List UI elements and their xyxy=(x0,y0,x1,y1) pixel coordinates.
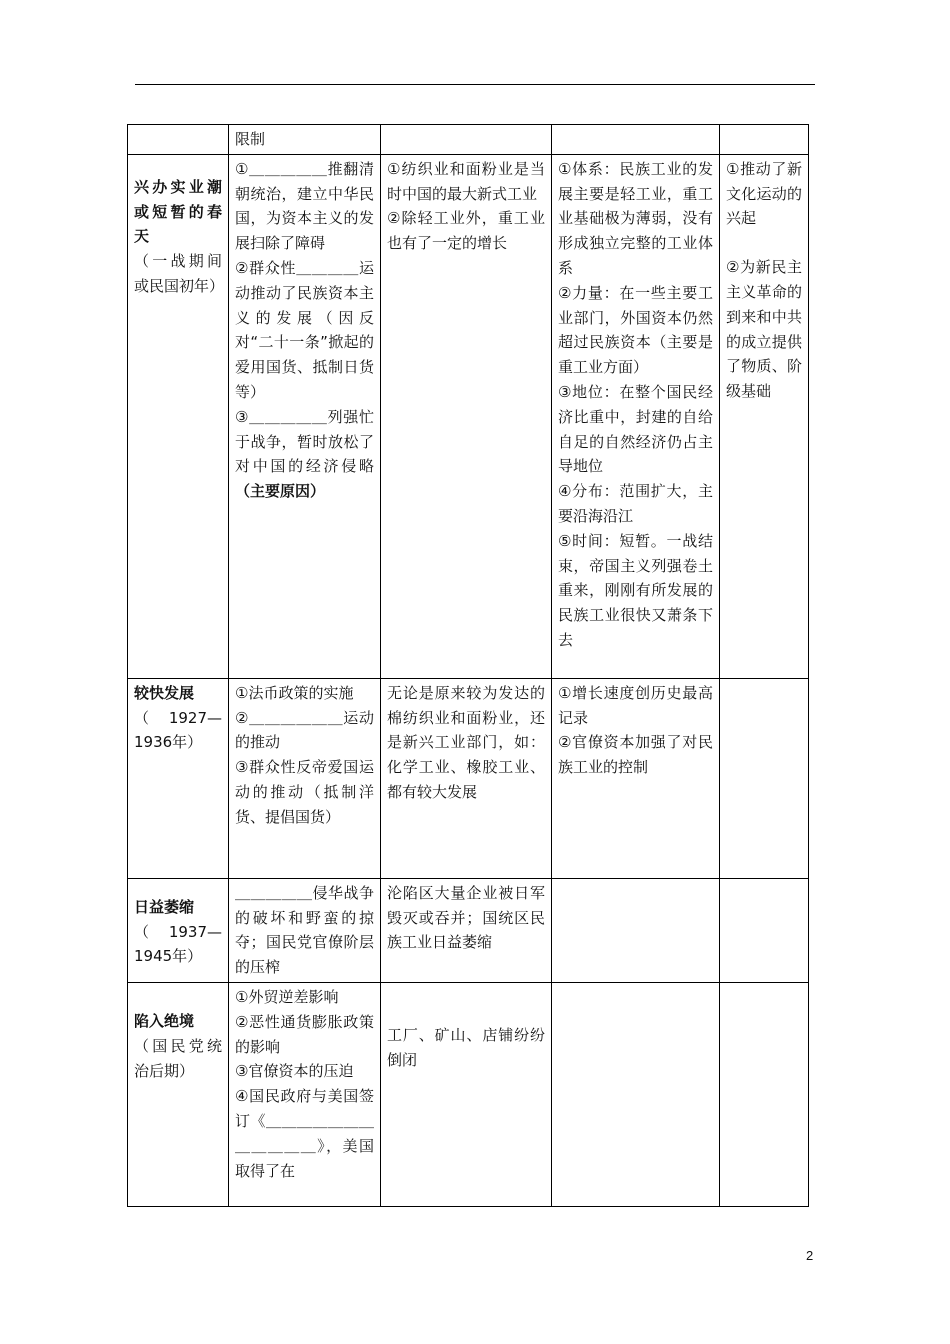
feature-text: ③地位：在整个国民经济比重中，封建的自给自足的自然经济仍占主导地位 xyxy=(558,382,713,476)
cause-text: ②恶性通货膨胀政策的影响 xyxy=(235,1012,374,1056)
stage-name: 陷入绝境 xyxy=(134,1011,195,1030)
causes-cell xyxy=(229,154,381,678)
industry-text: ②除轻工业外，重工业也有了一定的增长 xyxy=(387,209,545,253)
impact-text: ①推动了新文化运动的兴起 xyxy=(726,159,802,228)
cause-text: ③群众性反帝爱国运动的推动（抵制洋货、提倡国货） xyxy=(235,758,374,826)
impact-cell xyxy=(720,878,809,982)
header-rule xyxy=(135,84,815,85)
features-cell xyxy=(552,154,720,678)
industry-cell xyxy=(381,982,552,1206)
feature-text: ⑤时间：短暂。一战结束，帝国主义列强卷土重来，刚刚有所发展的民族工业很快又萧条下去 xyxy=(558,531,713,649)
industry-cell xyxy=(381,878,552,982)
cause-emphasis: （主要原因） xyxy=(235,482,326,501)
stage-period: （ 1937—1945年） xyxy=(134,922,222,966)
feature-text: ①增长速度创历史最高记录 xyxy=(558,683,713,727)
stage-cell xyxy=(128,125,229,155)
industry-cell xyxy=(381,125,552,155)
feature-text: ④分布：范围扩大，主要沿海沿江 xyxy=(558,482,713,525)
causes-cell xyxy=(229,678,381,878)
features-cell xyxy=(552,678,720,878)
feature-text: ②力量：在一些主要工业部门，外国资本仍然超过民族资本（主要是重工业方面） xyxy=(558,283,713,377)
cause-text: ④国民政府与美国签订《＿＿＿＿＿＿＿＿＿＿＿＿》，美国取得了在 xyxy=(235,1087,374,1180)
table-row xyxy=(128,982,809,1206)
industry-table xyxy=(127,124,809,1207)
cause-text: ②＿＿＿＿＿＿运动的推动 xyxy=(235,708,374,752)
feature-text: ②官僚资本加强了对民族工业的控制 xyxy=(558,733,713,777)
impact-cell xyxy=(720,154,809,678)
stage-period: （一战期间或民国初年） xyxy=(134,252,225,295)
cause-text: ②群众性＿＿＿＿运动推动了民族资本主义的发展（因反对“二十一条”掀起的爱用国货、抵制日货等） xyxy=(235,258,374,401)
causes-cell xyxy=(229,982,381,1206)
industry-text: ①纺织业和面粉业是当时中国的最大新式工业 xyxy=(387,159,545,203)
stage-cell xyxy=(128,678,229,878)
cause-text: ③官僚资本的压迫 xyxy=(235,1062,354,1081)
impact-cell xyxy=(720,982,809,1206)
stage-period: （国民党统治后期） xyxy=(134,1036,222,1080)
industry-cell xyxy=(381,678,552,878)
stage-name: 兴办实业潮或短暂的春天 xyxy=(134,177,222,246)
table-row xyxy=(128,125,809,155)
cause-text: 限制 xyxy=(235,130,266,148)
stage-name: 日益萎缩 xyxy=(134,897,195,916)
stage-cell xyxy=(128,878,229,982)
impact-text: ②为新民主主义革命的到来和中共的成立提供了物质、阶级基础 xyxy=(726,258,802,401)
features-cell xyxy=(552,878,720,982)
cause-text: ＿＿＿＿＿侵华战争的破坏和野蛮的掠夺；国民党官僚阶层的压榨 xyxy=(235,883,374,977)
feature-text: ①体系：民族工业的发展主要是轻工业，重工业基础极为薄弱，没有形成独立完整的工业体系 xyxy=(558,159,713,277)
cause-text: ①外贸逆差影响 xyxy=(235,987,339,1006)
cause-text: ①＿＿＿＿＿推翻清朝统治，建立中华民国，为资本主义的发展扫除了障碍 xyxy=(235,159,374,253)
page-number: 2 xyxy=(806,1248,814,1263)
stage-name: 较快发展 xyxy=(134,683,195,702)
cause-text: ③＿＿＿＿＿列强忙于战争，暂时放松了对中国的经济侵略 xyxy=(235,407,374,476)
table-row xyxy=(128,154,809,678)
causes-cell xyxy=(229,878,381,982)
features-cell xyxy=(552,982,720,1206)
industry-text: 无论是原来较为发达的棉纺织业和面粉业，还是新兴工业部门，如：化学工业、橡胶工业、都有较大发展 xyxy=(387,683,545,801)
table-row xyxy=(128,878,809,982)
stage-cell xyxy=(128,982,229,1206)
industry-text: 沦陷区大量企业被日军毁灭或吞并；国统区民族工业日益萎缩 xyxy=(387,883,545,952)
industry-text: 工厂、矿山、店铺纷纷倒闭 xyxy=(387,1025,545,1069)
features-cell xyxy=(552,125,720,155)
cause-text: ①法币政策的实施 xyxy=(235,683,354,702)
industry-cell xyxy=(381,154,552,678)
impact-cell xyxy=(720,678,809,878)
stage-period: （ 1927—1936年） xyxy=(134,708,222,752)
stage-cell xyxy=(128,154,229,678)
causes-cell xyxy=(229,125,381,155)
impact-cell xyxy=(720,125,809,155)
table-row xyxy=(128,678,809,878)
